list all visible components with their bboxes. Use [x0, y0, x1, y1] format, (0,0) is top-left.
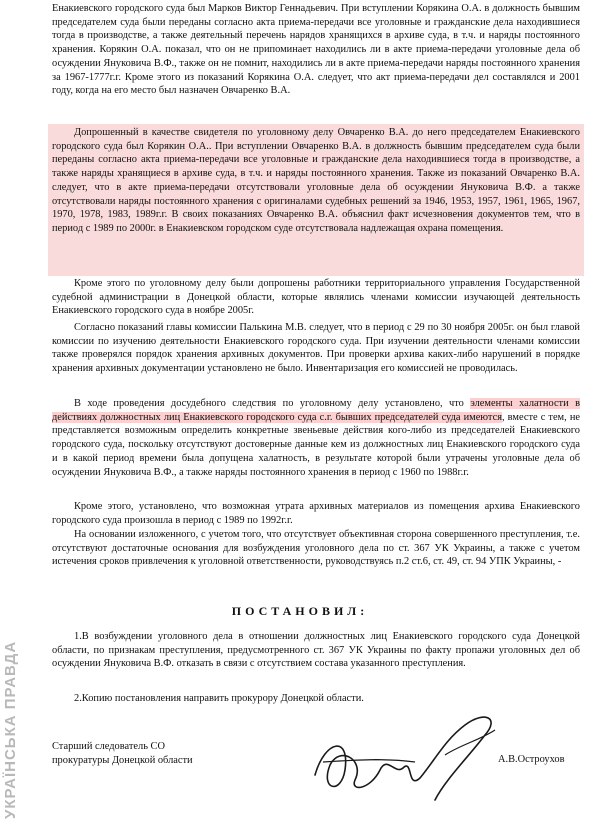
paragraph-text: В ходе проведения досудебного следствия по уголовному делу установлено, что	[74, 398, 471, 409]
paragraph-text: , вместе с тем, не представляется возможным определить конкретные звеньевые действия кого-либо из председателей Енакиевского городского суда, поскольку отсутствуют достоверные данные кем из должностных лиц Енакиевского городского суда и в какой период времени была допущена халатность, в результате которой были утрачены уголовные дела об осуждении Януковича В.Ф., а также наряды постоянного хранения в период с 1960 по 1988г.г.	[52, 411, 580, 478]
paragraph-negligence-finding	[52, 397, 580, 479]
watermark: УКРАЇНСЬКА ПРАВДА	[2, 640, 19, 820]
signatory-title-line: Старший следователь СО	[52, 741, 165, 752]
resolution-item-1: 1.В возбуждении уголовного дела в отношении должностных лиц Енакиевского городского суда Донецкой области, по признакам преступления, предусмотренного ст. 367 УК Украины по факту пропажи уголовных дел об осуждении Януковича В.Ф. отказать в связи с отсутствием состава указанного преступления.	[52, 631, 580, 670]
signatory-name: А.В.Остроухов	[498, 754, 565, 765]
paragraph-koryakin-testimony: Енакиевского городского суда был Марков Виктор Геннадьевич. При вступлении Корякина О.А. в должность бывшим председателем суда были переданы согласно акта приема-передачи все уголовные и гражданские дела находившиеся тогда в производстве, а также деятельный перечень нарядов хранящихся в архиве суда, в т.ч. и наряды постоянного хранения. Корякин О.А. показал, что он не припоминает находились ли в акте приема-передачи уголовные дела об осуждении Януковича В.Ф., также он не помнит, находились ли в акте приема-передачи наряды постоянного хранения за 1967-1777г.г. Кроме этого из показаний Корякина О.А. следует, что акт приема-передачи дел составлялся и 2001 году, когда на его место был назначен Овчаренко В.А.	[52, 3, 580, 97]
signatory-title-line: прокуратуры Донецкой области	[52, 755, 193, 766]
paragraph-commission-members: Кроме этого по уголовному делу были допрошены работники территориального управления Государственной судебной администрации в Донецкой области, которые являлись членами комиссии изучающей деятельность Енакиевского городского суда в ноябре 2005г.	[52, 278, 580, 317]
paragraph-palkin-testimony: Согласно показаний главы комиссии Палькина М.В. следует, что в период с 29 по 30 ноября 2005г. он был главой комиссии по изучению деятельности Енакиевского городского суда. При изучении деятельности членами комиссии также проверялся порядок хранения архивных документов. При проверки архива каких-либо нарушений в порядке хранения архивных документации установлено не было. Инвентаризация его комиссией не проводилась.	[52, 322, 580, 375]
handwritten-signature	[295, 700, 515, 810]
paragraph-archive-loss-period: Кроме этого, установлено, что возможная утрата архивных материалов из помещения архива Енакиевского городского суда произошла в период с 1989 по 1992г.г.	[52, 501, 580, 526]
paragraph-ovcharenko-testimony: Допрошенный в качестве свидетеля по уголовному делу Овчаренко В.А. до него председателем Енакиевского городского суда был Корякин О.А.. При вступлении Овчаренко В.А. в должность бывшим председателем суда были переданы согласно акта приема-передачи все уголовные и гражданские дела находившиеся тогда в производстве, а также наряды хранящиеся в архиве суда, в т.ч. и наряды постоянного хранения. Также из показаний Овчаренко В.А. следует, что в акте приема-передачи отсутствовали уголовные дела об осуждении Януковича В.Ф. а также отсутствовали наряды постоянного хранения с оригиналами судебных решений за 1946, 1953, 1957, 1961, 1965, 1967, 1970, 1978, 1983, 1989г.г. В своих показаниях Овчаренко В.А. объяснил факт исчезновения документов тем, что в период с 1989 по 2000г. в Енакиевском городском суде отсутствовала надлежащая охрана помещения.	[52, 127, 580, 234]
signatory-title	[52, 740, 193, 768]
resolution-heading: ПОСТАНОВИЛ:	[231, 604, 369, 618]
paragraph-legal-basis: На основании изложенного, с учетом того, что отсутствует объективная сторона совершенного преступления, т.е. отсутствуют достаточные основания для возбуждения уголовного дела по ст. 367 УК Украины, а также с учетом истечения сроков привлечения к уголовной ответственности, руководствуясь п.2 ст.6, ст. 49, ст. 94 УПК Украины, -	[52, 529, 580, 568]
highlighted-text: элементы халатности в действиях должностных лиц Енакиевского городского суда с.г. бывших председателей суда имеются	[52, 398, 581, 423]
resolution-item-2: 2.Копию постановления направить прокурору Донецкой области.	[74, 693, 364, 704]
